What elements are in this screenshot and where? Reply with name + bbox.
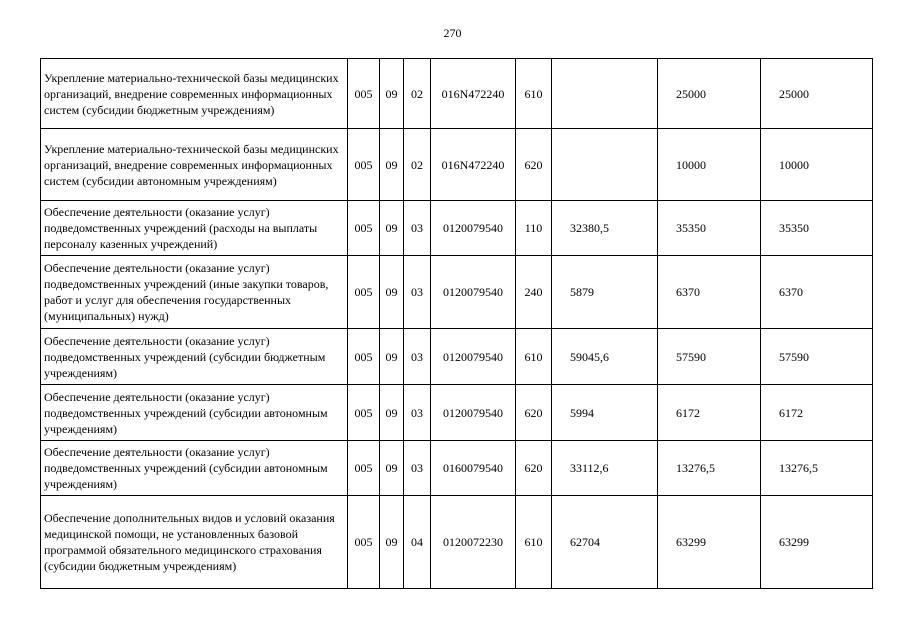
budget-table-body bbox=[41, 59, 873, 589]
amount-year-1: 5994 bbox=[552, 385, 658, 441]
amount-year-2: 25000 bbox=[658, 59, 761, 129]
amount-year-1 bbox=[552, 59, 658, 129]
subsection-code: 04 bbox=[404, 496, 431, 589]
amount-year-3: 6172 bbox=[761, 385, 873, 441]
table-row bbox=[41, 59, 873, 129]
target-article-code: 0120079540 bbox=[431, 201, 516, 256]
amount-year-1: 62704 bbox=[552, 496, 658, 589]
target-article-code: 0120072230 bbox=[431, 496, 516, 589]
ministry-code: 005 bbox=[348, 59, 380, 129]
target-article-code: 0120079540 bbox=[431, 385, 516, 441]
amount-year-1: 32380,5 bbox=[552, 201, 658, 256]
ministry-code: 005 bbox=[348, 329, 380, 385]
section-code: 09 bbox=[380, 59, 404, 129]
row-description: Укрепление материально-технической базы медицинских организаций, внедрение современных информационных систем (субсидии бюджетным учреждениям) bbox=[41, 59, 348, 129]
subsection-code: 03 bbox=[404, 441, 431, 496]
target-article-code: 016N472240 bbox=[431, 59, 516, 129]
section-code: 09 bbox=[380, 256, 404, 329]
amount-year-1 bbox=[552, 129, 658, 201]
amount-year-3: 10000 bbox=[761, 129, 873, 201]
expense-type-code: 620 bbox=[516, 441, 552, 496]
amount-year-2: 35350 bbox=[658, 201, 761, 256]
subsection-code: 02 bbox=[404, 129, 431, 201]
expense-type-code: 610 bbox=[516, 496, 552, 589]
row-description: Обеспечение дополнительных видов и условий оказания медицинской помощи, не установленных базовой программой обязательного медицинского страхования (субсидии бюджетным учреждениям) bbox=[41, 496, 348, 589]
amount-year-2: 6172 bbox=[658, 385, 761, 441]
subsection-code: 03 bbox=[404, 385, 431, 441]
target-article-code: 0120079540 bbox=[431, 256, 516, 329]
budget-table bbox=[40, 58, 873, 589]
target-article-code: 016N472240 bbox=[431, 129, 516, 201]
subsection-code: 03 bbox=[404, 329, 431, 385]
ministry-code: 005 bbox=[348, 201, 380, 256]
amount-year-1: 59045,6 bbox=[552, 329, 658, 385]
section-code: 09 bbox=[380, 385, 404, 441]
row-description: Укрепление материально-технической базы медицинских организаций, внедрение современных информационных систем (субсидии автономным учреждениям) bbox=[41, 129, 348, 201]
table-row bbox=[41, 385, 873, 441]
amount-year-3: 63299 bbox=[761, 496, 873, 589]
row-description: Обеспечение деятельности (оказание услуг) подведомственных учреждений (субсидии автономным учреждениям) bbox=[41, 441, 348, 496]
amount-year-2: 57590 bbox=[658, 329, 761, 385]
section-code: 09 bbox=[380, 441, 404, 496]
row-description: Обеспечение деятельности (оказание услуг) подведомственных учреждений (иные закупки товаров, работ и услуг для обеспечения государственных (муниципальных) нужд) bbox=[41, 256, 348, 329]
ministry-code: 005 bbox=[348, 441, 380, 496]
ministry-code: 005 bbox=[348, 496, 380, 589]
expense-type-code: 620 bbox=[516, 385, 552, 441]
row-description: Обеспечение деятельности (оказание услуг) подведомственных учреждений (субсидии автономным учреждениям) bbox=[41, 385, 348, 441]
amount-year-3: 13276,5 bbox=[761, 441, 873, 496]
amount-year-2: 10000 bbox=[658, 129, 761, 201]
row-description: Обеспечение деятельности (оказание услуг) подведомственных учреждений (расходы на выплаты персоналу казенных учреждений) bbox=[41, 201, 348, 256]
expense-type-code: 620 bbox=[516, 129, 552, 201]
table-row bbox=[41, 129, 873, 201]
ministry-code: 005 bbox=[348, 256, 380, 329]
expense-type-code: 240 bbox=[516, 256, 552, 329]
amount-year-1: 5879 bbox=[552, 256, 658, 329]
amount-year-3: 25000 bbox=[761, 59, 873, 129]
expense-type-code: 610 bbox=[516, 329, 552, 385]
subsection-code: 03 bbox=[404, 256, 431, 329]
amount-year-2: 63299 bbox=[658, 496, 761, 589]
expense-type-code: 110 bbox=[516, 201, 552, 256]
amount-year-3: 6370 bbox=[761, 256, 873, 329]
section-code: 09 bbox=[380, 129, 404, 201]
target-article-code: 0120079540 bbox=[431, 329, 516, 385]
section-code: 09 bbox=[380, 201, 404, 256]
expense-type-code: 610 bbox=[516, 59, 552, 129]
table-row bbox=[41, 496, 873, 589]
section-code: 09 bbox=[380, 329, 404, 385]
ministry-code: 005 bbox=[348, 385, 380, 441]
ministry-code: 005 bbox=[348, 129, 380, 201]
amount-year-3: 35350 bbox=[761, 201, 873, 256]
subsection-code: 03 bbox=[404, 201, 431, 256]
subsection-code: 02 bbox=[404, 59, 431, 129]
table-row bbox=[41, 329, 873, 385]
page-number: 270 bbox=[443, 26, 462, 40]
amount-year-3: 57590 bbox=[761, 329, 873, 385]
section-code: 09 bbox=[380, 496, 404, 589]
amount-year-1: 33112,6 bbox=[552, 441, 658, 496]
row-description: Обеспечение деятельности (оказание услуг) подведомственных учреждений (субсидии бюджетным учреждениям) bbox=[41, 329, 348, 385]
table-row bbox=[41, 441, 873, 496]
amount-year-2: 13276,5 bbox=[658, 441, 761, 496]
target-article-code: 0160079540 bbox=[431, 441, 516, 496]
amount-year-2: 6370 bbox=[658, 256, 761, 329]
table-row bbox=[41, 256, 873, 329]
table-row bbox=[41, 201, 873, 256]
